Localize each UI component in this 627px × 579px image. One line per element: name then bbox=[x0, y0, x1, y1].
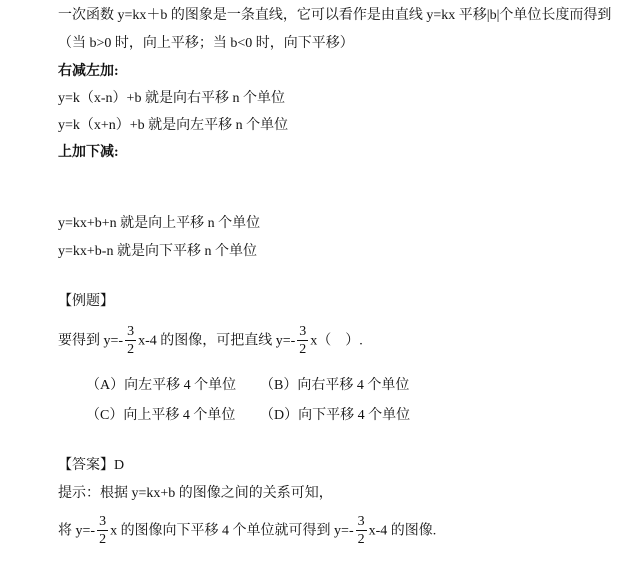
example-tag: 【例题】 bbox=[58, 294, 114, 309]
fraction-three-halves bbox=[356, 513, 367, 548]
heading-right-sub-left-add: 右减左加: bbox=[58, 64, 119, 79]
option-a: （A）向左平移 4 个单位 bbox=[86, 378, 237, 393]
fraction-numerator: 3 bbox=[299, 324, 307, 339]
rule-shift-left: y=k（x+n）+b 就是向左平移 n 个单位 bbox=[58, 118, 289, 133]
question-middle: x-4 的图像，可把直线 y=- bbox=[138, 333, 296, 349]
answer-hint: 提示：根据 y=kx+b 的图像之间的关系可知， bbox=[58, 486, 333, 501]
fraction-three-halves bbox=[97, 513, 108, 548]
option-b: （B）向右平移 4 个单位 bbox=[260, 378, 410, 393]
fraction-denominator: 2 bbox=[299, 342, 307, 357]
answer-value: D bbox=[114, 458, 125, 473]
intro-line-1: 一次函数 y=kx＋b 的图象是一条直线，它可以看作是由直线 y=kx 平移|b|个单位长度而得到 bbox=[58, 8, 612, 23]
fraction-three-halves bbox=[125, 323, 136, 358]
option-c: （C）向上平移 4 个单位 bbox=[86, 408, 236, 423]
answer-line bbox=[58, 456, 124, 476]
rule-shift-down: y=kx+b-n 就是向下平移 n 个单位 bbox=[58, 244, 257, 259]
answer-tag: 【答案】 bbox=[58, 458, 114, 473]
option-d: （D）向下平移 4 个单位 bbox=[260, 408, 411, 423]
answer-solution bbox=[58, 514, 436, 549]
fraction-numerator: 3 bbox=[127, 324, 135, 339]
fraction-three-halves bbox=[297, 323, 308, 358]
fraction-numerator: 3 bbox=[99, 514, 107, 529]
intro-line-2: （当 b>0 时，向上平移；当 b<0 时，向下平移） bbox=[58, 36, 354, 51]
question-prefix: 要得到 y=- bbox=[58, 333, 124, 349]
fraction-denominator: 2 bbox=[357, 532, 365, 547]
solution-middle: x 的图像向下平移 4 个单位就可得到 y=- bbox=[110, 523, 354, 539]
fraction-numerator: 3 bbox=[357, 514, 365, 529]
fraction-denominator: 2 bbox=[99, 532, 107, 547]
heading-up-add-down-sub: 上加下减: bbox=[58, 145, 119, 160]
fraction-denominator: 2 bbox=[127, 342, 135, 357]
rule-shift-up: y=kx+b+n 就是向上平移 n 个单位 bbox=[58, 216, 261, 231]
question-suffix: x（ ）. bbox=[310, 333, 363, 349]
solution-prefix: 将 y=- bbox=[58, 523, 96, 539]
example-question bbox=[58, 324, 363, 359]
rule-shift-right: y=k（x-n）+b 就是向右平移 n 个单位 bbox=[58, 91, 285, 106]
solution-suffix: x-4 的图像. bbox=[368, 523, 437, 539]
